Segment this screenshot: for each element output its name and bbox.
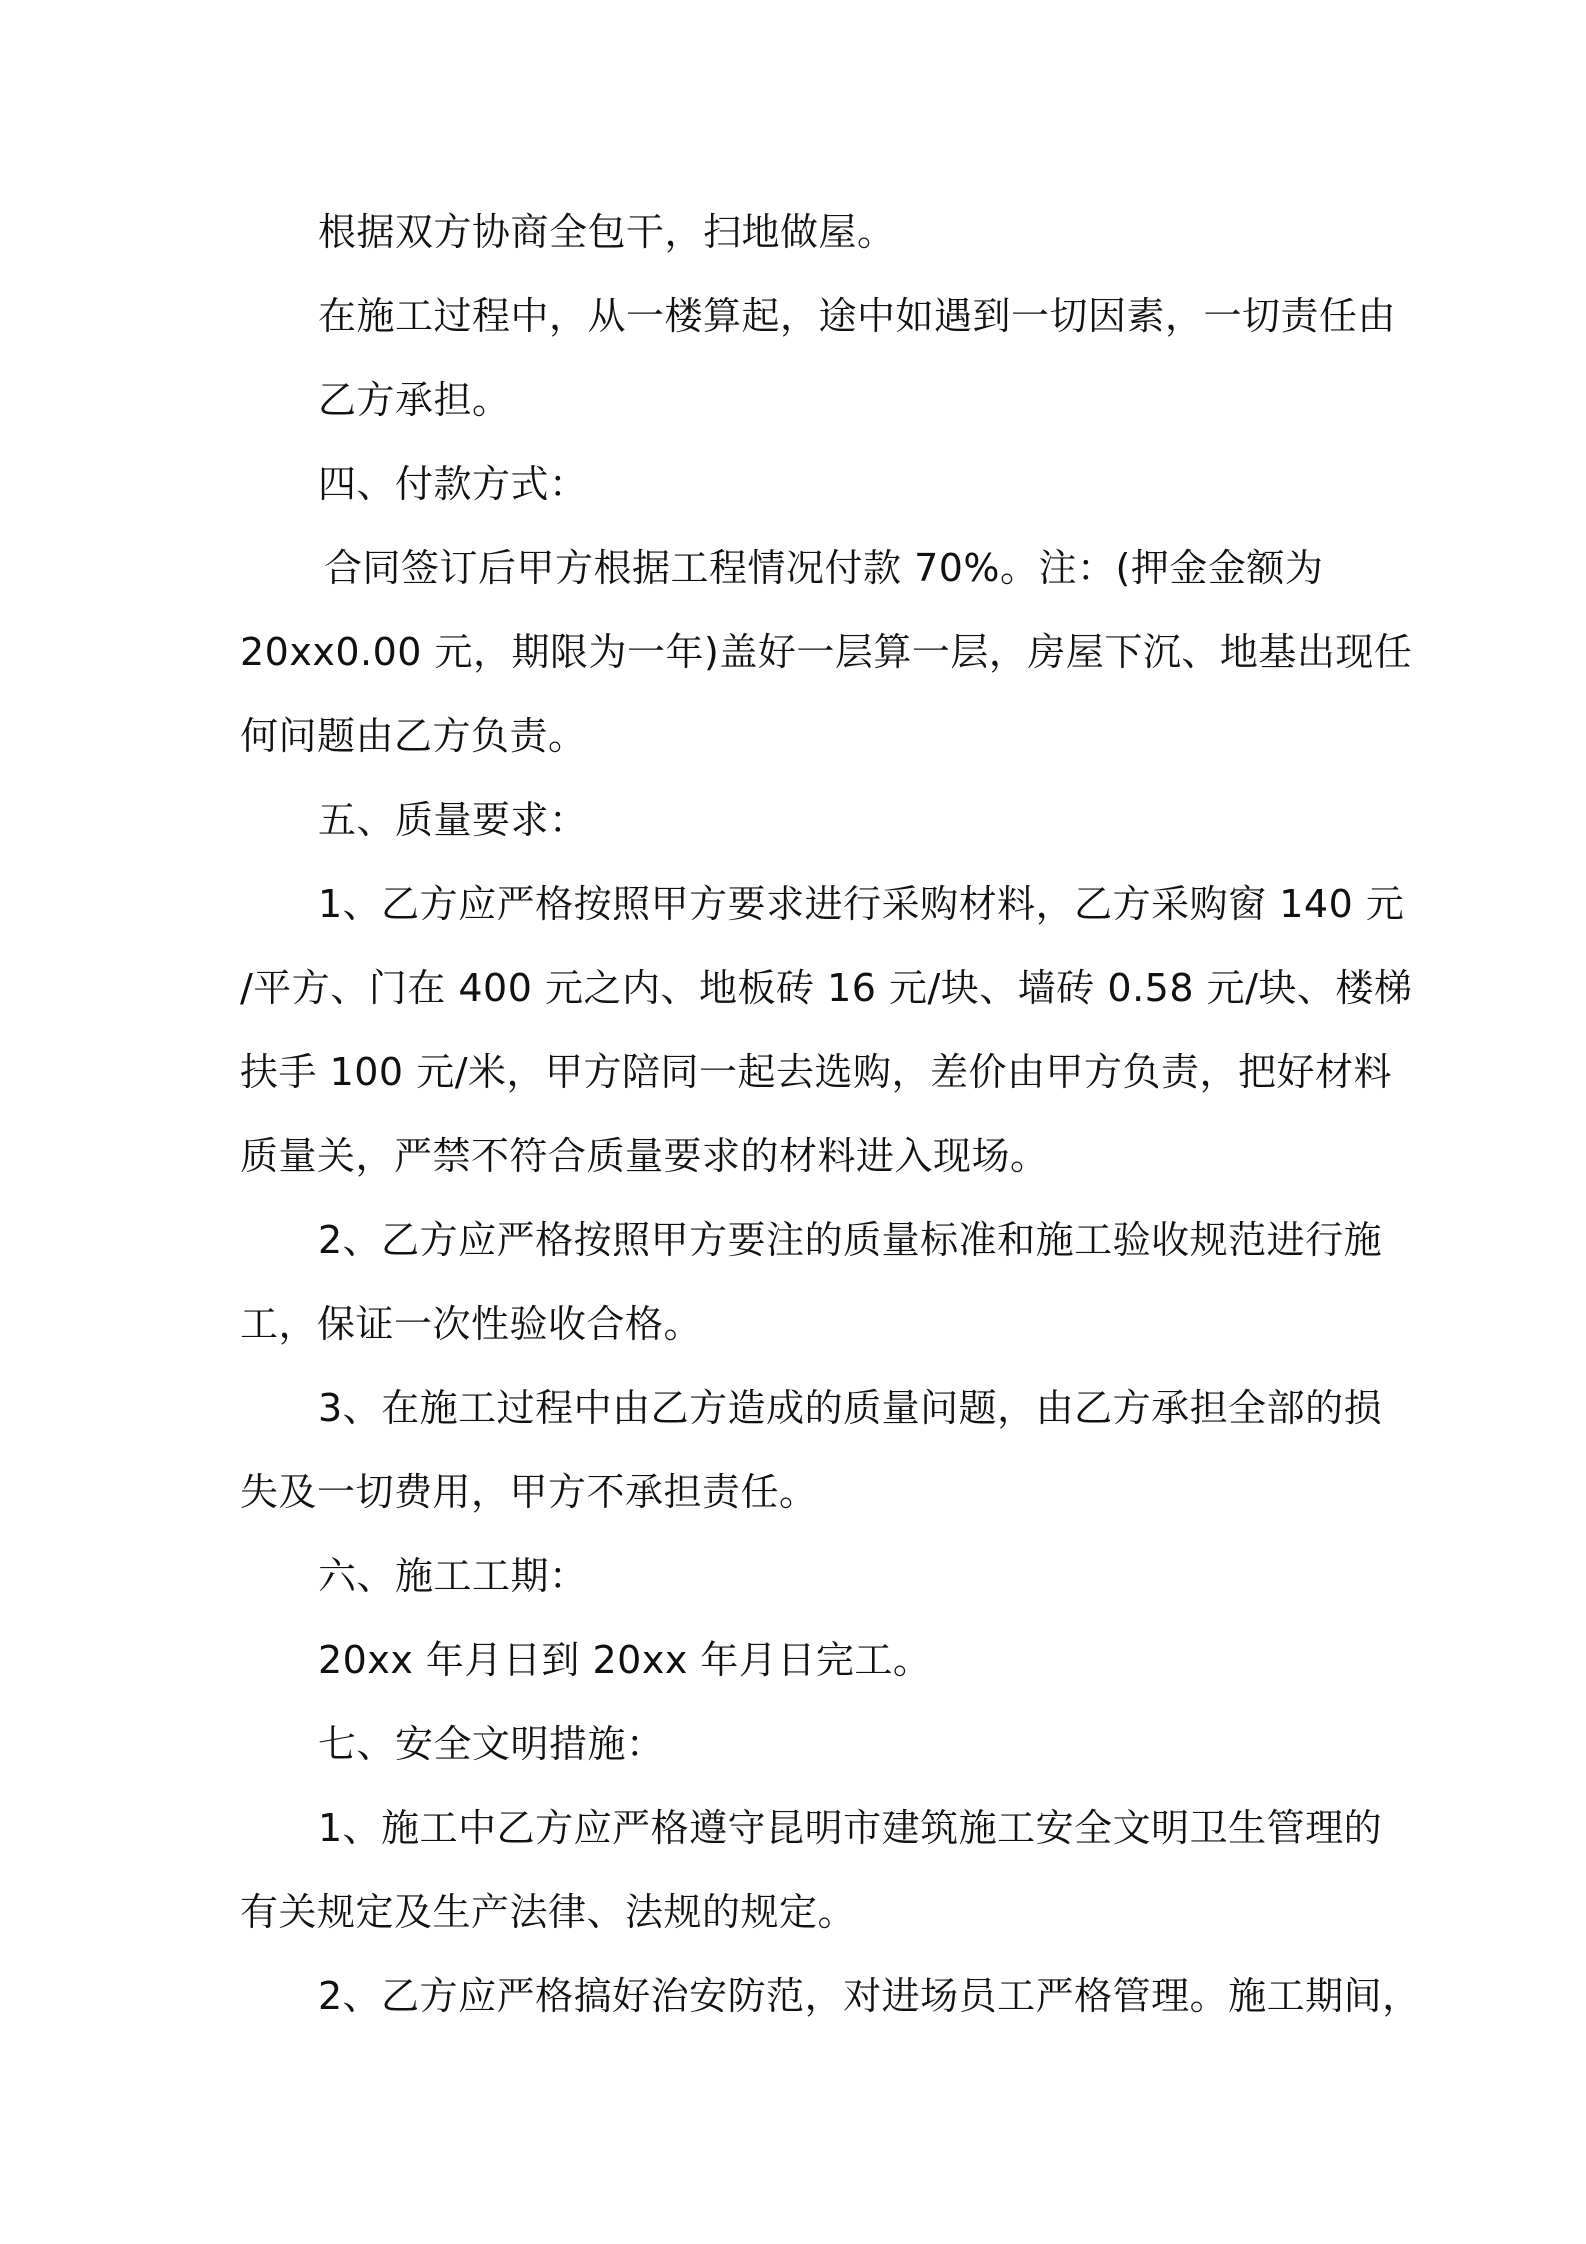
paragraph-line: 何问题由乙方负责。: [240, 714, 587, 758]
section-heading-schedule: 六、施工工期：: [318, 1554, 588, 1598]
paragraph-line: 质量关，严禁不符合质量要求的材料进入现场。: [240, 1134, 1049, 1178]
paragraph-line: 20xx0.00 元，期限为一年)盖好一层算一层，房屋下沉、地基出现任: [240, 630, 1413, 674]
paragraph-line: 扶手 100 元/米，甲方陪同一起去选购，差价由甲方负责，把好材料: [240, 1050, 1392, 1094]
paragraph-line: 合同签订后甲方根据工程情况付款 70%。注：(押金金额为: [324, 546, 1324, 590]
paragraph-line: 1、乙方应严格按照甲方要求进行采购材料，乙方采购窗 140 元: [318, 882, 1405, 926]
paragraph-line: 1、施工中乙方应严格遵守昆明市建筑施工安全文明卫生管理的: [318, 1806, 1383, 1850]
paragraph-line: 2、乙方应严格搞好治安防范，对进场员工严格管理。施工期间，: [318, 1974, 1421, 2018]
paragraph-line: 在施工过程中，从一楼算起，途中如遇到一切因素，一切责任由: [318, 294, 1397, 338]
paragraph-line: /平方、门在 400 元之内、地板砖 16 元/块、墙砖 0.58 元/块、楼梯: [240, 966, 1413, 1010]
paragraph-line: 失及一切费用，甲方不承担责任。: [240, 1470, 818, 1514]
paragraph-line: 20xx 年月日到 20xx 年月日完工。: [318, 1638, 932, 1682]
section-heading-safety: 七、安全文明措施：: [318, 1722, 665, 1766]
section-heading-quality: 五、质量要求：: [318, 798, 588, 842]
paragraph-line: 乙方承担。: [318, 378, 511, 422]
document-body: [240, 190, 1421, 2038]
paragraph-line: 3、在施工过程中由乙方造成的质量问题，由乙方承担全部的损: [318, 1386, 1383, 1430]
paragraph-line: 工，保证一次性验收合格。: [240, 1302, 703, 1346]
paragraph-line: 根据双方协商全包干，扫地做屋。: [318, 210, 896, 254]
paragraph-line: 2、乙方应严格按照甲方要注的质量标准和施工验收规范进行施: [318, 1218, 1383, 1262]
paragraph-line: 有关规定及生产法律、法规的规定。: [240, 1890, 857, 1934]
section-heading-payment: 四、付款方式：: [318, 462, 588, 506]
